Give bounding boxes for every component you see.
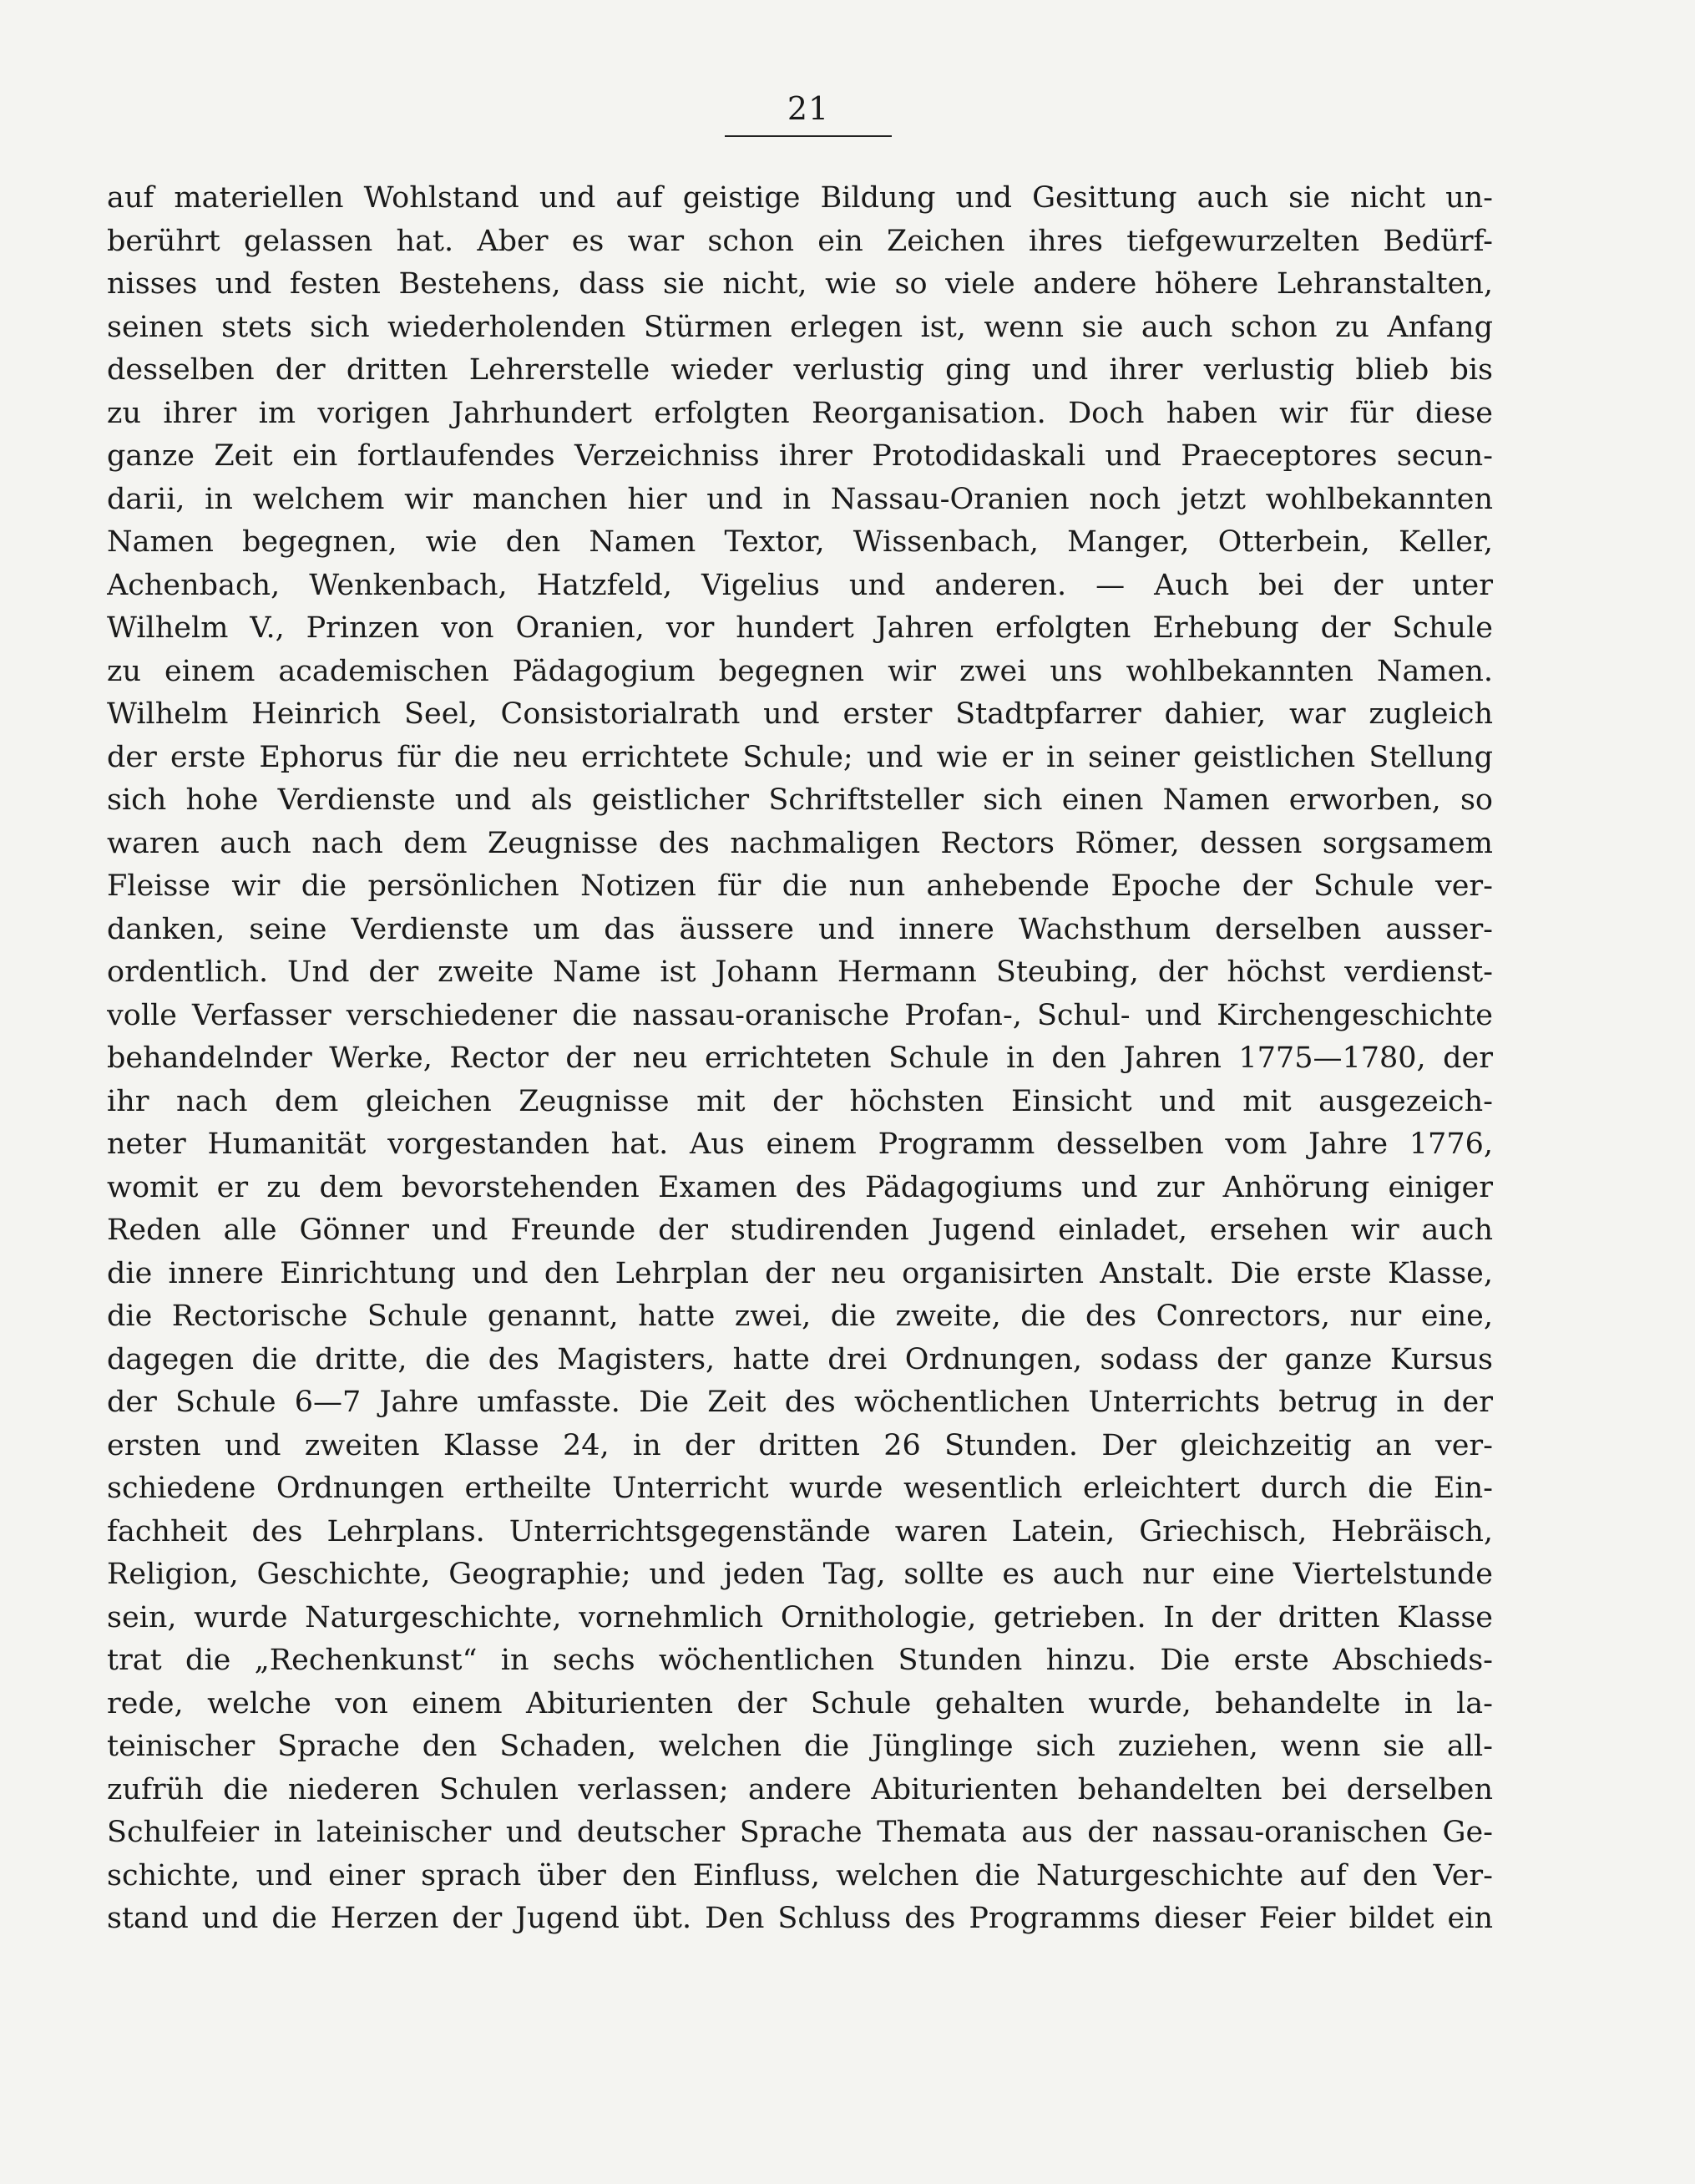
text-line: ordentlich. Und der zweite Name ist Johann Hermann Steubing, der höchst verdienst- <box>107 955 1493 989</box>
text-line: Fleisse wir die persönlichen Notizen für die nun anhebende Epoche der Schule ver- <box>107 869 1493 903</box>
text-line: teinischer Sprache den Schaden, welchen die Jünglinge sich zuziehen, wenn sie all- <box>107 1730 1493 1763</box>
text-line: schiedene Ordnungen ertheilte Unterricht wurde wesentlich erleichtert durch die Ein- <box>107 1472 1493 1505</box>
text-line: danken, seine Verdienste um das äussere und innere Wachsthum derselben ausser- <box>107 912 1493 946</box>
text-line: die innere Einrichtung und den Lehrplan der neu organisirten Anstalt. Die erste Klasse, <box>107 1256 1493 1290</box>
text-line: rede, welche von einem Abiturienten der Schule gehalten wurde, behandelte in la- <box>107 1686 1493 1720</box>
text-line: volle Verfasser verschiedener die nassau-oranische Profan-, Schul- und Kirchengeschichte <box>107 998 1493 1032</box>
text-line: Achenbach, Wenkenbach, Hatzfeld, Vigelius und anderen. — Auch bei der unter <box>107 568 1493 602</box>
text-line: auf materiellen Wohlstand und auf geistige Bildung und Gesittung auch sie nicht un- <box>107 181 1493 215</box>
text-line: zu einem academischen Pädagogium begegnen wir zwei uns wohlbekannten Namen. <box>107 654 1493 688</box>
text-line: fachheit des Lehrplans. Unterrichtsgegenstände waren Latein, Griechisch, Hebräisch, <box>107 1514 1493 1548</box>
text-line: ersten und zweiten Klasse 24, in der dritten 26 Stunden. Der gleichzeitig an ver- <box>107 1428 1493 1462</box>
text-line: schichte, und einer sprach über den Einfluss, welchen die Naturgeschichte auf den Ver- <box>107 1858 1493 1893</box>
text-line: der erste Ephorus für die neu errichtete Schule; und wie er in seiner geistlichen Stellung <box>107 740 1493 774</box>
page-number-rule <box>725 135 892 137</box>
text-line: seinen stets sich wiederholenden Stürmen erlegen ist, wenn sie auch schon zu Anfang <box>107 310 1493 344</box>
text-line: waren auch nach dem Zeugnisse des nachmaligen Rectors Römer, dessen sorgsamem <box>107 826 1493 860</box>
text-line: sein, wurde Naturgeschichte, vornehmlich Ornithologie, getrieben. In der dritten Klasse <box>107 1600 1493 1634</box>
page-number: 21 <box>787 90 830 127</box>
text-line: stand und die Herzen der Jugend übt. Den Schluss des Programms dieser Feier bildet ein <box>107 1902 1493 1935</box>
text-line: trat die „Rechenkunst“ in sechs wöchentlichen Stunden hinzu. Die erste Abschieds- <box>107 1644 1493 1677</box>
text-line: ganze Zeit ein fortlaufendes Verzeichniss ihrer Protodidaskali und Praeceptores secun- <box>107 439 1493 473</box>
text-line: behandelnder Werke, Rector der neu errichteten Schule in den Jahren 1775—1780, der <box>107 1041 1493 1075</box>
text-line: darii, in welchem wir manchen hier und in Nassau-Oranien noch jetzt wohlbekannten <box>107 482 1493 516</box>
text-line: ihr nach dem gleichen Zeugnisse mit der höchsten Einsicht und mit ausgezeich- <box>107 1084 1493 1118</box>
text-line: die Rectorische Schule genannt, hatte zwei, die zweite, die des Conrectors, nur eine, <box>107 1300 1493 1333</box>
body-text <box>107 177 1493 1941</box>
text-line: desselben der dritten Lehrerstelle wieder verlustig ging und ihrer verlustig blieb bis <box>107 353 1493 387</box>
text-line: der Schule 6—7 Jahre umfasste. Die Zeit des wöchentlichen Unterrichts betrug in der <box>107 1386 1493 1419</box>
text-line: berührt gelassen hat. Aber es war schon ein Zeichen ihres tiefgewurzelten Bedürf- <box>107 224 1493 258</box>
text-line: Wilhelm V., Prinzen von Oranien, vor hundert Jahren erfolgten Erhebung der Schule <box>107 611 1493 645</box>
text-line: nisses und festen Bestehens, dass sie nicht, wie so viele andere höhere Lehranstalten, <box>107 267 1493 301</box>
text-line: Schulfeier in lateinischer und deutscher Sprache Themata aus der nassau-oranischen Ge- <box>107 1816 1493 1849</box>
text-line: sich hohe Verdienste und als geistlicher Schriftsteller sich einen Namen erworben, so <box>107 783 1493 817</box>
text-line: Reden alle Gönner und Freunde der studirenden Jugend einladet, ersehen wir auch <box>107 1214 1493 1247</box>
text-line: dagegen die dritte, die des Magisters, hatte drei Ordnungen, sodass der ganze Kursus <box>107 1342 1493 1376</box>
text-line: Religion, Geschichte, Geographie; und jeden Tag, sollte es auch nur eine Viertelstunde <box>107 1558 1493 1591</box>
text-line: Namen begegnen, wie den Namen Textor, Wissenbach, Manger, Otterbein, Keller, <box>107 525 1493 559</box>
text-line: neter Humanität vorgestanden hat. Aus einem Programm desselben vom Jahre 1776, <box>107 1127 1493 1161</box>
text-line: zu ihrer im vorigen Jahrhundert erfolgten Reorganisation. Doch haben wir für diese <box>107 396 1493 430</box>
text-line: zufrüh die niederen Schulen verlassen; andere Abiturienten behandelten bei derselben <box>107 1772 1493 1806</box>
text-line: womit er zu dem bevorstehenden Examen des Pädagogiums und zur Anhörung einiger <box>107 1170 1493 1204</box>
text-line: Wilhelm Heinrich Seel, Consistorialrath und erster Stadtpfarrer dahier, war zugleich <box>107 697 1493 731</box>
